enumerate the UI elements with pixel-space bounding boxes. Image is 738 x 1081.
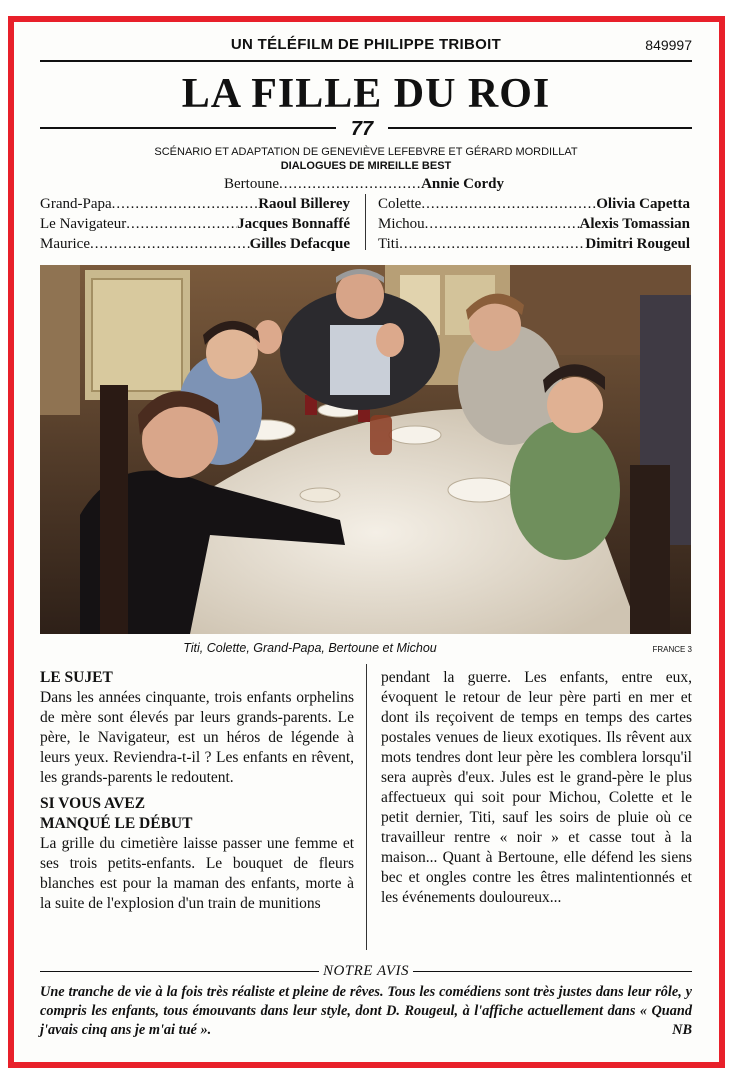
cast-actor: Gilles Defacque xyxy=(249,236,350,252)
cast-actor: Olivia Capetta xyxy=(596,196,690,212)
avis-header xyxy=(40,961,692,981)
cast-role: Le Navigateur xyxy=(40,216,127,232)
cast-actor: Jacques Bonnaffé xyxy=(237,216,350,232)
avis-heading: NOTRE AVIS xyxy=(319,963,413,979)
cast-actor: Alexis Tomassian xyxy=(579,216,690,232)
cast-role: Maurice xyxy=(40,236,90,252)
avis-text-block xyxy=(40,983,692,1040)
cast-actor: Raoul Billerey xyxy=(258,196,350,212)
title-rule-right xyxy=(388,127,692,129)
cast-divider xyxy=(365,194,366,250)
cast-role: Colette xyxy=(378,196,422,212)
cast-entry xyxy=(378,214,690,234)
channel-logo-icon: 77 xyxy=(343,118,381,140)
cast-actor: Dimitri Rougeul xyxy=(585,236,690,252)
credit-scenario: SCÉNARIO ET ADAPTATION DE GENEVIÈVE LEFEBVRE ET GÉRARD MORDILLAT xyxy=(154,146,578,158)
cast-entry xyxy=(378,234,690,254)
cast-actor: Annie Cordy xyxy=(421,176,504,192)
photo-credit: FRANCE 3 xyxy=(652,645,692,654)
cast-entry xyxy=(40,194,350,214)
cast-top xyxy=(224,174,504,194)
title-rule-left xyxy=(40,127,336,129)
manque-text: La grille du cimetière laisse passer une femme et ses trois petits-enfants. Le bouquet de fleurs blanches est pour la maman des enfants, morte à la suite de l'explosion d'un train de munitions xyxy=(40,835,354,912)
sujet-heading: LE SUJET xyxy=(40,669,113,686)
director-subtitle: UN TÉLÉFILM DE PHILIPPE TRIBOIT xyxy=(230,36,502,53)
article-column-left xyxy=(40,668,354,914)
manque-heading-line2: MANQUÉ LE DÉBUT xyxy=(40,815,193,832)
cast-entry xyxy=(378,194,690,214)
cast-entry xyxy=(40,234,350,254)
cast-role: Titi xyxy=(378,236,400,252)
listing-code: 849997 xyxy=(645,37,692,53)
sujet-text: Dans les années cinquante, trois enfants orphelins de mère sont élevés par leurs grands-parents. Le père, le Navigateur, est un héros de légende à leurs yeux. Reviendra-t-il ? Les enfants en rêvent, les grands-parents le redoutent. xyxy=(40,689,354,786)
scene-photo xyxy=(40,265,691,634)
dinner-scene-image xyxy=(40,265,691,634)
article-column-right xyxy=(381,668,692,908)
avis-signature: NB xyxy=(672,1022,692,1038)
column-divider xyxy=(366,664,367,950)
cast-role: Michou xyxy=(378,216,425,232)
photo-caption: Titi, Colette, Grand-Papa, Bertoune et Michou xyxy=(183,641,437,655)
manque-heading-line1: SI VOUS AVEZ xyxy=(40,795,146,812)
cast-role: Bertoune xyxy=(224,176,279,192)
continued-text: pendant la guerre. Les enfants, entre eux, évoquent le retour de leur père parti en mer et dont ils reçoivent de temps en temps des cartes postales venues de lieux exotiques. Ils rêvent aux mots tendres dont leur père les comblera lorsqu'il sera auprès d'eux. Jules est le grand-père le plus affectueux qui soit pour Michou, Colette et le petit dernier, Titi, sauf les soirs de pluie où ce travailleur rentre « noir » et casse tout à la maison... Quant à Bertoune, elle défend les siens bec et ongles contre les êtres malintentionnés et les événements douloureux... xyxy=(381,669,692,906)
cast-entry xyxy=(40,214,350,234)
credit-dialogues: DIALOGUES DE MIREILLE BEST xyxy=(280,160,452,172)
page-title: LA FILLE DU ROI xyxy=(181,71,551,117)
cast-list-right xyxy=(378,194,690,254)
header-bar xyxy=(40,34,692,62)
cast-list-left xyxy=(40,194,350,254)
cast-role: Grand-Papa xyxy=(40,196,112,212)
avis-text: Une tranche de vie à la fois très réaliste et pleine de rêves. Tous les comédiens sont très justes dans leur rôle, y compris les enfants, tous émouvants dans leur style, dont D. Rougeul, à l'affiche actuellement dans « Quand j'avais cinq ans je m'ai tué ». xyxy=(40,984,692,1038)
